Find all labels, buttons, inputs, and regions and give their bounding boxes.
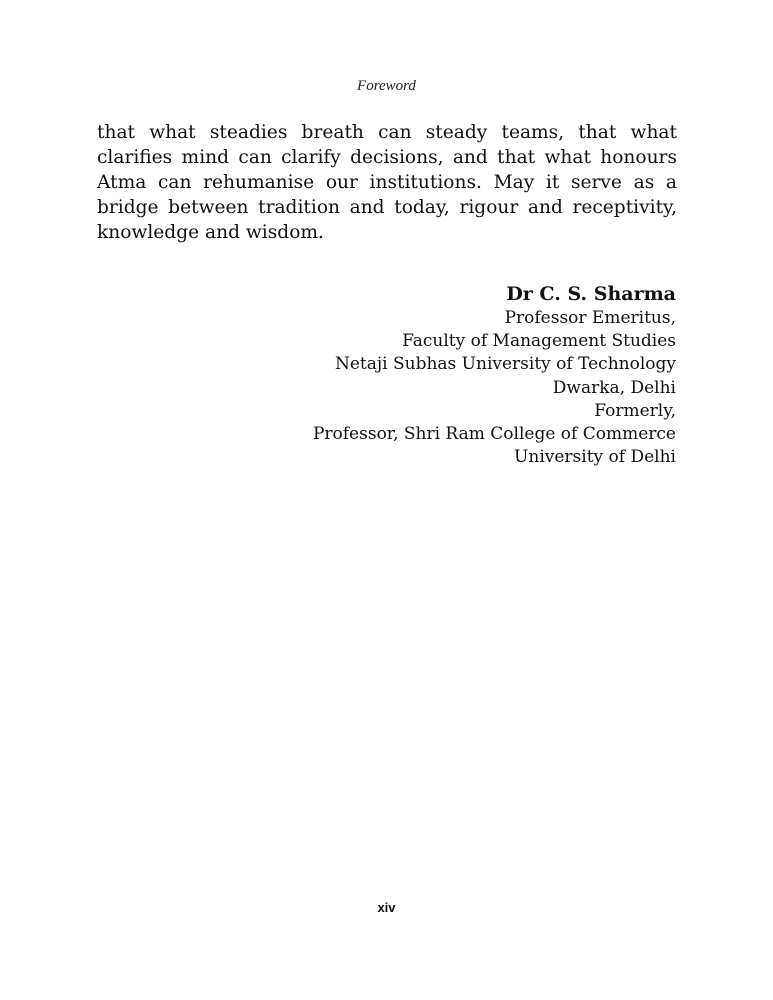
running-header: Foreword — [357, 78, 416, 94]
page-number: xiv — [377, 900, 396, 915]
author-university: Netaji Subhas University of Technology — [334, 354, 676, 375]
author-department: Faculty of Management Studies — [402, 331, 676, 352]
author-location: Dwarka, Delhi — [552, 377, 676, 398]
author-former-position: Professor, Shri Ram College of Commerce — [312, 424, 676, 445]
author-title: Professor Emeritus, — [504, 308, 676, 328]
author-former-label: Formerly, — [594, 400, 676, 421]
author-name: Dr C. S. Sharma — [506, 283, 676, 305]
foreword-paragraph: that what steadies breath can steady teams, that what clarifies mind can clarify decisions, and that what honours Atma can rehumanise our institutions. May it serve as a bridge between tradition and today, rigour and receptivity, knowledge and wisdom. — [97, 122, 677, 243]
author-former-university: University of Delhi — [514, 447, 676, 468]
signature-block — [313, 282, 676, 469]
